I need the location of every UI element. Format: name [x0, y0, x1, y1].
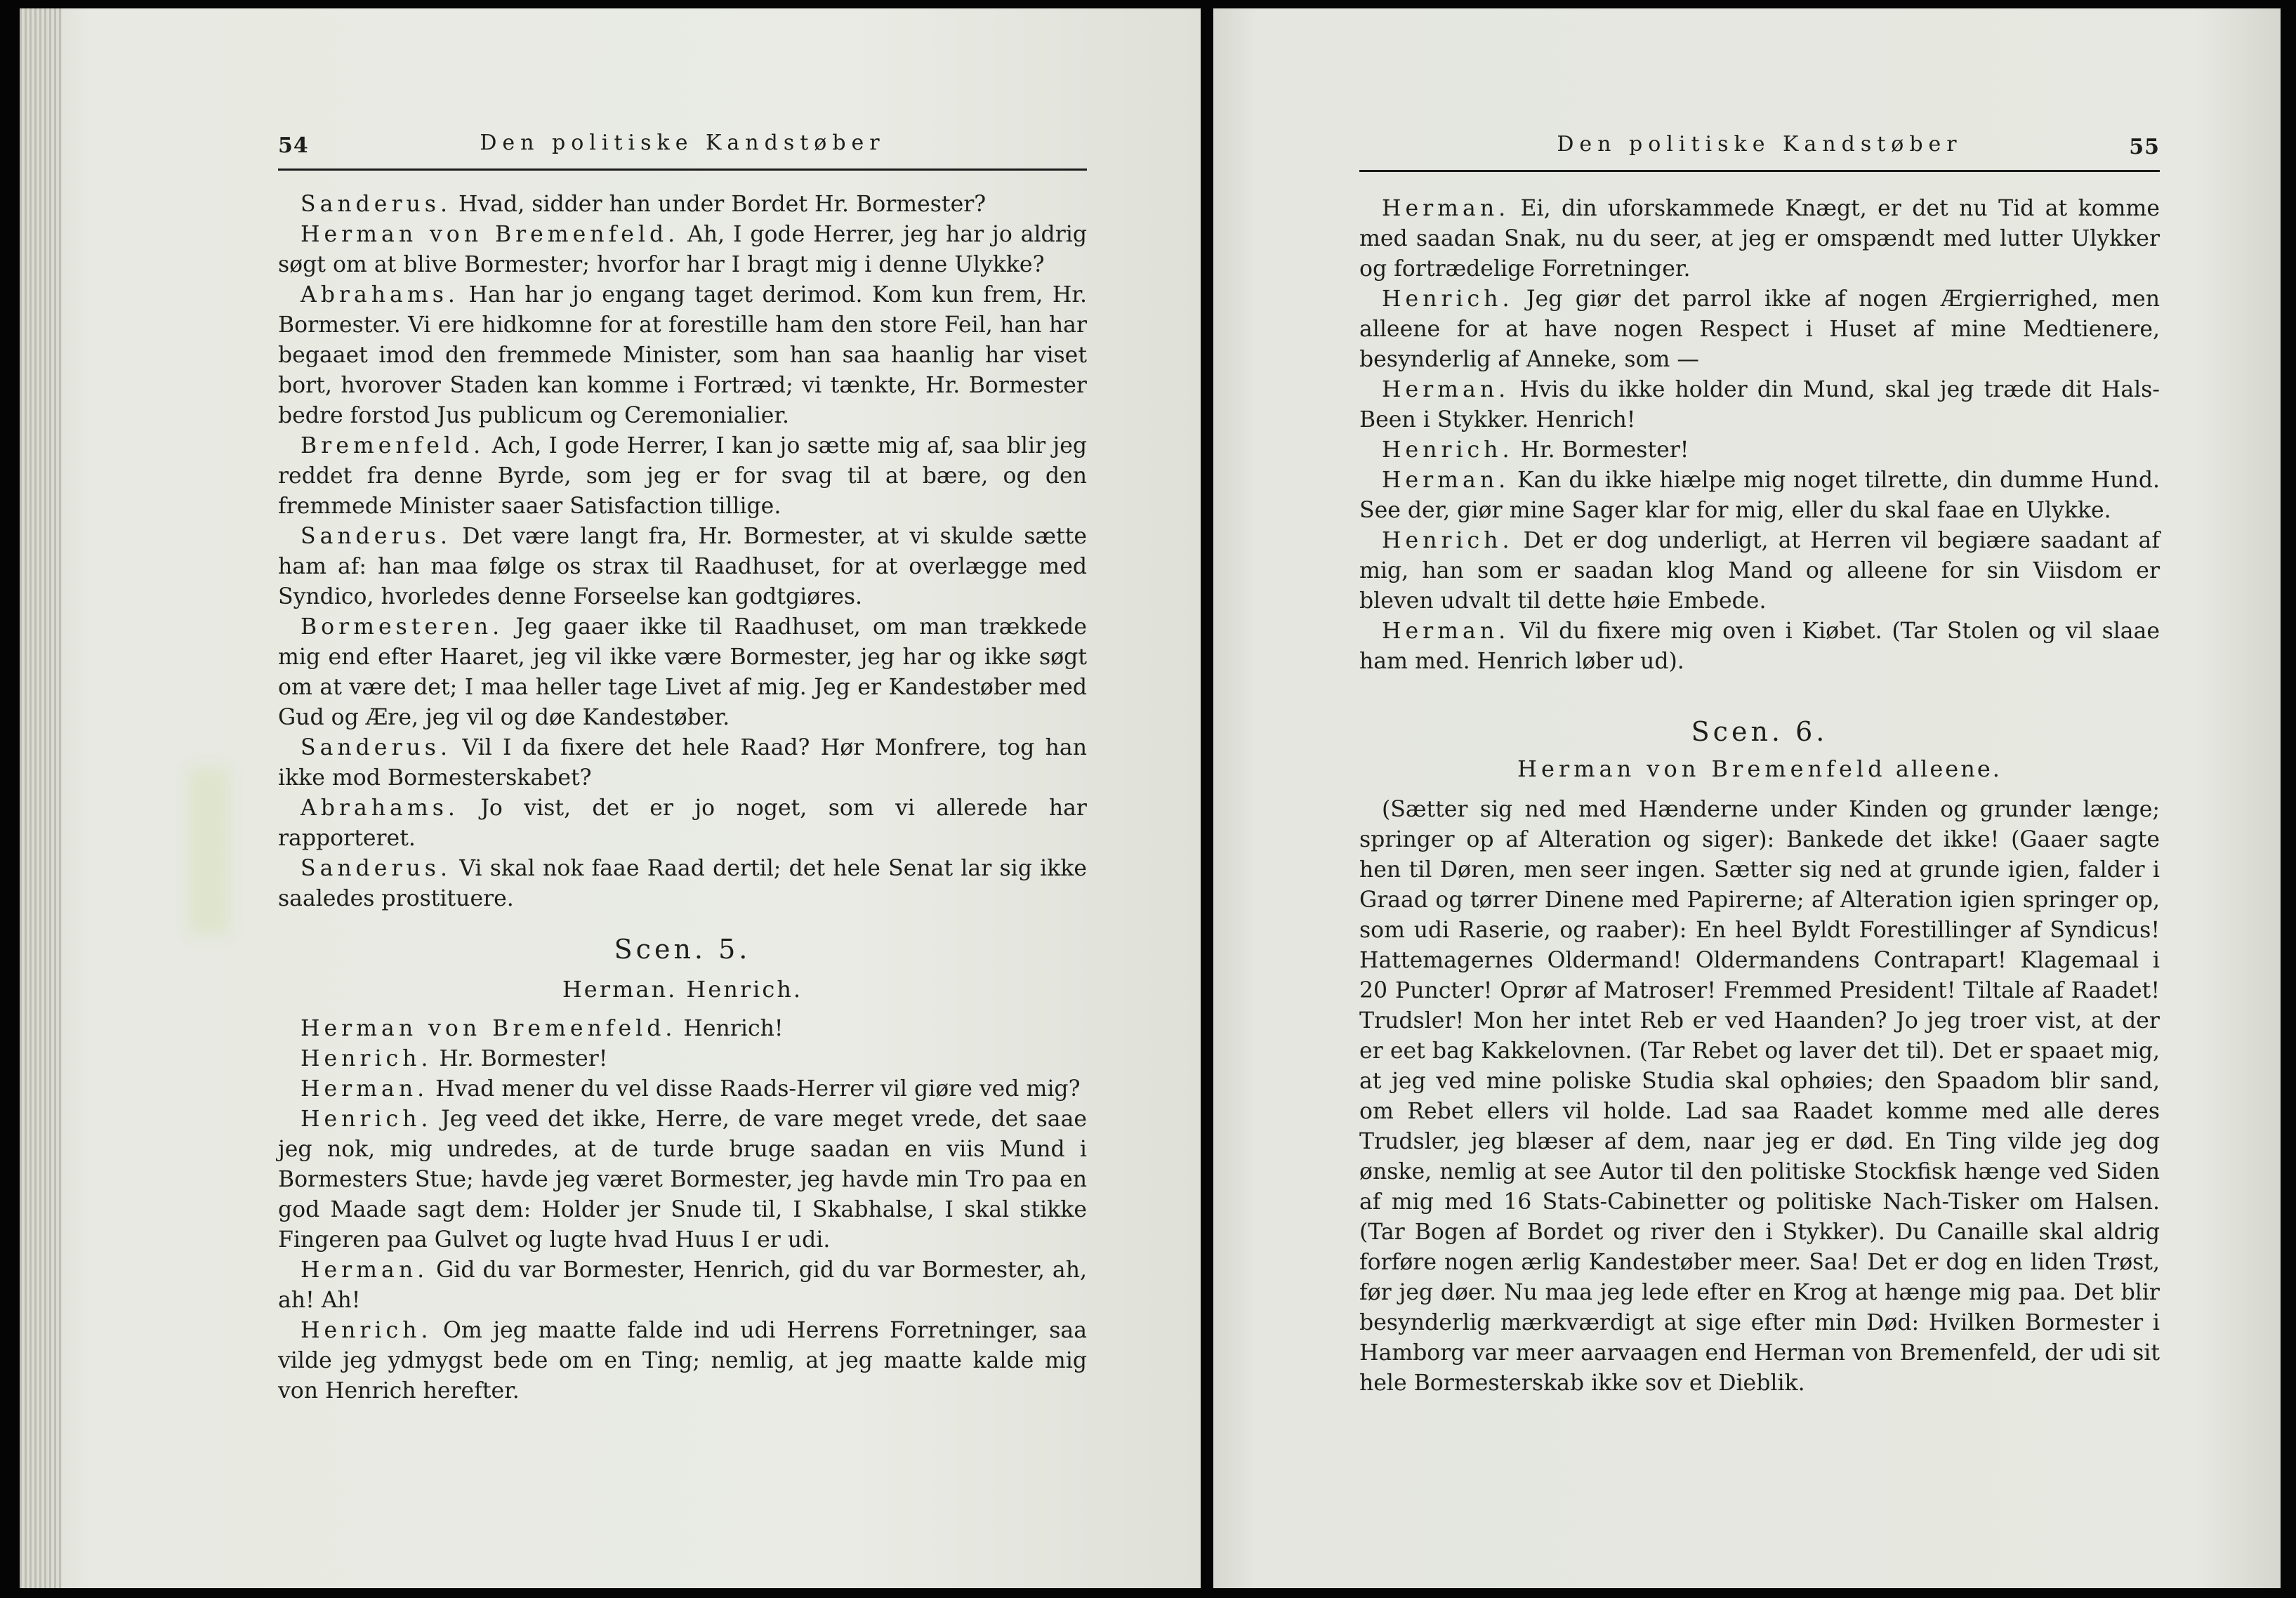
dialogue-paragraph — [278, 733, 1087, 793]
speech-text: Ei, din uforskammede Knægt, er det nu Tid at komme med saadan Snak, nu du seer, at jeg er omspændt med lutter Ulykker og fortrædelige Forretninger. — [1359, 196, 2160, 282]
speech-text: Hr. Bormester! — [439, 1046, 608, 1071]
speaker-name: Herman. — [1382, 468, 1510, 493]
speech-text: Vi skal nok faae Raad dertil; det hele Senat lar sig ikke saaledes prostituere. — [278, 856, 1087, 911]
running-title: Den politiske Kandstøber — [1557, 132, 1962, 157]
speaker-name: Sanderus. — [301, 735, 451, 760]
dialogue-paragraph — [1359, 616, 2160, 677]
dialogue-paragraph — [278, 1074, 1087, 1104]
speech-text: Ah, I gode Herrer, jeg har jo aldrig søgt om at blive Bormester; hvorfor har I bragt mig i denne Ulykke? — [278, 222, 1087, 277]
speech-text: Han har jo engang taget derimod. Kom kun frem, Hr. Bormester. Vi ere hidkomne for at forestille ham den store Feil, han har begaaet imod den fremmede Minister, som han saa haanlig har viset bort, hvorover Staden kan komme i Fortræd; vi tænkte, Hr. Bormester bedre forstod Jus publicum og Ceremonialier. — [278, 282, 1087, 428]
speaker-name: Henrich. — [1382, 437, 1514, 463]
speaker-name: Henrich. — [301, 1107, 433, 1132]
scene-persons — [1359, 755, 2160, 782]
dialogue-paragraph — [278, 280, 1087, 431]
monologue-block — [1359, 795, 2160, 1399]
speech-text: Jo vist, det er jo noget, som vi allerede har rapporteret. — [278, 795, 1087, 851]
speaker-name: Herman. — [1382, 619, 1510, 644]
speaker-name: Henrich. — [1382, 528, 1514, 553]
speech-text: Hvis du ikke holder din Mund, skal jeg træde dit Hals-Been i Stykker. Henrich! — [1359, 377, 2160, 432]
dialogue-paragraph — [278, 220, 1087, 280]
dialogue-paragraph — [278, 1104, 1087, 1255]
speech-text: Hvad mener du vel disse Raads-Herrer vil giøre ved mig? — [435, 1076, 1081, 1102]
running-head — [278, 126, 1087, 171]
speech-text: Henrich! — [683, 1016, 784, 1041]
dialogue-paragraph — [278, 854, 1087, 914]
dialogue-paragraph — [1359, 194, 2160, 284]
speech-text: Det være langt fra, Hr. Bormester, at vi skulde sætte ham af: han maa følge os strax til Raadhuset, for at overlægge med Syndico, hvorledes denne Forseelse kan godtgiøres. — [278, 524, 1087, 609]
right-page — [1213, 8, 2281, 1588]
scene-person-name: Herman von Bremenfeld — [1517, 755, 1887, 782]
speaker-name: Abrahams. — [301, 282, 459, 308]
speech-text: Ach, I gode Herrer, I kan jo sætte mig af, saa blir jeg reddet fra denne Byrde, som jeg er for svag til at bære, og den fremmede Minister saaer Satisfaction tillige. — [278, 433, 1088, 519]
dialogue-block — [278, 1014, 1087, 1406]
speaker-name: Henrich. — [1382, 286, 1514, 312]
dialogue-paragraph — [278, 1014, 1087, 1044]
speech-text: Jeg veed det ikke, Herre, de vare meget vrede, det saae jeg nok, mig undredes, at de turde bruge saadan en viis Mund i Bormesters Stue; havde jeg været Bormester, jeg havde min Tro paa en god Maade sagt dem: Holder jer Snude til, I Skabhalse, I skal stikke Fingeren paa Gulvet og lugte hvad Huus I er udi. — [278, 1107, 1087, 1253]
speech-text: Gid du var Bormester, Henrich, gid du var Bormester, ah, ah! Ah! — [278, 1257, 1087, 1313]
speech-text: Vil I da fixere det hele Raad? Hør Monfrere, tog han ikke mod Bormesterskabet? — [278, 735, 1088, 791]
page-number: 54 — [278, 133, 309, 158]
scene-title: Scen. 6. — [1691, 716, 1828, 747]
speaker-name: Herman. — [301, 1257, 429, 1283]
scene-title: Scen. 5. — [614, 934, 751, 965]
speech-text: Jeg gaaer ikke til Raadhuset, om man trækkede mig end efter Haaret, jeg vil ikke være Bormester, jeg har og ikke søgt om at være det; I maa heller tage Livet af mig. Jeg er Kandestøber med Gud og Ære, jeg vil og døe Kandestøber. — [278, 614, 1087, 730]
dialogue-paragraph — [278, 431, 1087, 522]
speaker-name: Sanderus. — [301, 524, 451, 549]
dialogue-paragraph — [278, 522, 1087, 612]
speaker-name: Henrich. — [301, 1046, 433, 1071]
dialogue-paragraph — [278, 793, 1087, 854]
dialogue-paragraph — [1359, 465, 2160, 526]
page-number: 55 — [2129, 135, 2160, 159]
speaker-name: Henrich. — [301, 1318, 433, 1343]
speaker-name: Bormesteren. — [301, 614, 504, 640]
speaker-name: Herman. — [301, 1076, 429, 1102]
dialogue-paragraph — [1359, 284, 2160, 375]
page-edge-stack — [20, 8, 62, 1588]
dialogue-paragraph — [278, 1316, 1087, 1406]
speech-text: Hvad, sidder han under Bordet Hr. Bormester? — [458, 192, 987, 217]
paper-stain — [188, 767, 230, 935]
speaker-name: Sanderus. — [301, 192, 451, 217]
scene-person-note: alleene. — [1886, 755, 2002, 782]
left-page — [20, 8, 1201, 1588]
speaker-name: Abrahams. — [301, 795, 459, 821]
dialogue-paragraph — [278, 612, 1087, 733]
speaker-name: Herman von Bremenfeld. — [301, 222, 680, 247]
speech-text: Vil du fixere mig oven i Kiøbet. (Tar Stolen og vil slaae ham med. Henrich løber ud). — [1359, 619, 2160, 674]
running-title: Den politiske Kandstøber — [480, 131, 885, 155]
scene-persons: Herman. Henrich. — [562, 976, 803, 1003]
running-head — [1359, 128, 2160, 172]
dialogue-paragraph — [1359, 526, 2160, 616]
dialogue-block — [1359, 194, 2160, 677]
speech-text: Det er dog underligt, at Herren vil begiære saadant af mig, han som er saadan klog Mand og alleene for sin Viisdom er bleven udvalt til dette høie Embede. — [1359, 528, 2160, 614]
dialogue-paragraph — [278, 1044, 1087, 1074]
dialogue-paragraph — [1359, 435, 2160, 465]
speech-text: Kan du ikke hiælpe mig noget tilrette, din dumme Hund. See der, giør mine Sager klar for mig, eller du skal faae en Ulykke. — [1359, 468, 2160, 523]
speaker-name: Sanderus. — [301, 856, 451, 881]
dialogue-paragraph — [1359, 375, 2160, 435]
dialogue-paragraph — [278, 1255, 1087, 1316]
speaker-name: Bremenfeld. — [301, 433, 485, 458]
speech-text: Om jeg maatte falde ind udi Herrens Forretninger, saa vilde jeg ydmygst bede om en Ting; nemlig, at jeg maatte kalde mig von Henrich herefter. — [278, 1318, 1087, 1404]
dialogue-block — [278, 190, 1087, 914]
dialogue-paragraph — [278, 190, 1087, 220]
speech-text: Hr. Bormester! — [1520, 437, 1689, 463]
speech-text: Jeg giør det parrol ikke af nogen Ærgierrighed, men alleene for at have nogen Respect i Huset af mine Medtienere, besynderlig af Anneke, som — — [1359, 286, 2160, 372]
speaker-name: Herman. — [1382, 377, 1510, 402]
speaker-name: Herman von Bremenfeld. — [301, 1016, 677, 1041]
monologue-paragraph: (Sætter sig ned med Hænderne under Kinden og grunder længe; springer op af Alteration og siger): Bankede det ikke! (Gaaer sagte hen til Døren, men seer ingen. Sætter sig ned at grunde igien, falder i Graad og tørrer Dinene med Papirerne; af Alteration igien springer op, som udi Raserie, og raaber): En heel Byldt Forestillinger af Syndicus! Hattemagernes Oldermand! Oldermandens Contrapart! Klagemaal i 20 Puncter! Oprør af Matroser! Fremmed President! Tiltale af Raadet! Trudsler! Mon her intet Reb er ved Haanden? Jo jeg troer vist, at der er eet bag Kakkelovnen. (Tar Rebet og laver det til). Det er spaaet mig, at jeg ved mine poliske Studia skal ophøies; den Spaadom blir sand, om Rebet ellers vil holde. Lad saa Raadet komme med alle deres Trudsler, jeg blæser af dem, naar jeg er død. En Ting vilde jeg dog ønske, nemlig at see Autor til den politiske Stockfisk hænge ved Siden af mig med 16 Stats-Cabinetter og politiske Nach-Tisker om Halsen. (Tar Bogen af Bordet og river den i Stykker). Du Canaille skal aldrig forføre nogen ærlig Kandestøber meer. Saa! Det er dog en liden Trøst, før jeg døer. Nu maa jeg lede efter en Krog at hænge mig paa. Det blir besynderlig mærkværdigt at sige efter min Død: Hvilken Bormester i Hamborg var meer aarvaagen end Herman von Bremenfeld, der udi sit hele Bormesterskab ikke sov et Dieblik. — [1359, 797, 2160, 1396]
speaker-name: Herman. — [1382, 196, 1510, 221]
